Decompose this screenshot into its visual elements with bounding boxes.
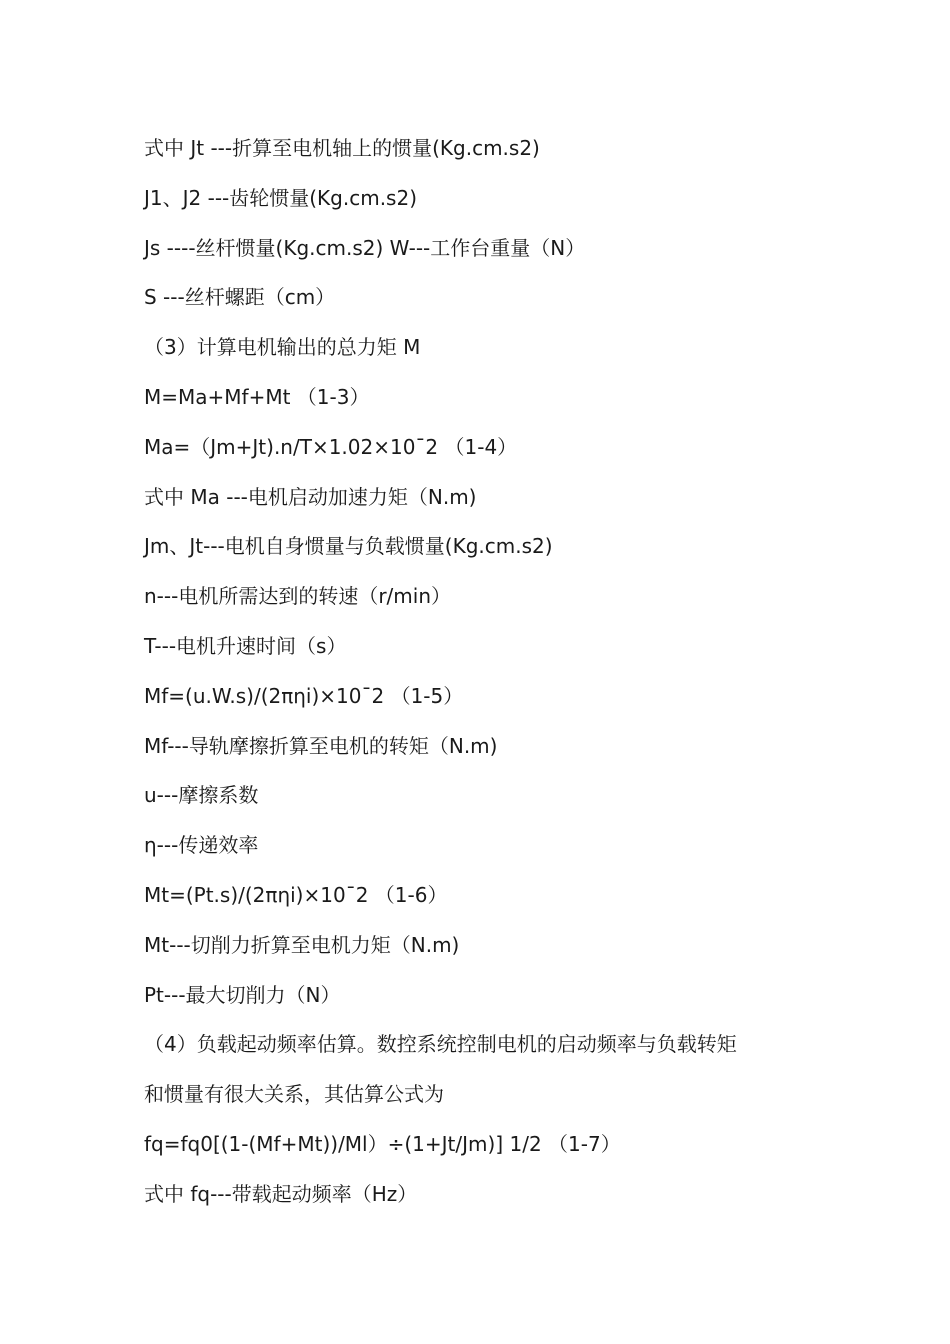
document-body (144, 124, 824, 1220)
formula-1-3: M=Ma+Mf+Mt （1-3） (144, 384, 370, 409)
formula-1-4: Ma=（Jm+Jt).n/T×1.02×10ˉ2 （1-4） (144, 434, 518, 459)
text-line-formula-intro: 和惯量有很大关系，其估算公式为 (144, 1082, 444, 1107)
formula-1-6: Mt=(Pt.s)/(2πηi)×10ˉ2 （1-6） (144, 882, 448, 907)
section-heading-startup-frequency: （4）负载起动频率估算。数控系统控制电机的启动频率与负载转矩 (144, 1032, 737, 1057)
text-line-jm-jt-definition: Jm、Jt---电机自身惯量与负载惯量(Kg.cm.s2) (144, 534, 553, 559)
section-heading-total-torque: （3）计算电机输出的总力矩 M (144, 335, 421, 360)
text-line-mf-definition: Mf---导轨摩擦折算至电机的转矩（N.m) (144, 733, 498, 758)
formula-1-5: Mf=(u.W.s)/(2πηi)×10ˉ2 （1-5） (144, 683, 464, 708)
text-line-jt-definition: 式中 Jt ---折算至电机轴上的惯量(Kg.cm.s2) (144, 136, 540, 160)
text-line-ma-definition: 式中 Ma ---电机启动加速力矩（N.m) (144, 484, 477, 509)
text-line-accel-time-definition: T---电机升速时间（s） (144, 633, 347, 658)
text-line-screw-inertia: Js ----丝杆惯量(Kg.cm.s2) W---工作台重量（N） (144, 235, 586, 260)
text-line-speed-definition: n---电机所需达到的转速（r/min） (144, 584, 452, 609)
text-line-gear-inertia: J1、J2 ---齿轮惯量(Kg.cm.s2) (144, 185, 418, 210)
text-line-friction-coefficient: u---摩擦系数 (144, 783, 259, 808)
text-line-fq-definition: 式中 fq---带载起动频率（Hz） (144, 1181, 418, 1206)
text-line-screw-pitch: S ---丝杆螺距（cm） (144, 285, 336, 310)
text-line-mt-definition: Mt---切削力折算至电机力矩（N.m) (144, 932, 460, 957)
text-line-cutting-force: Pt---最大切削力（N） (144, 982, 341, 1007)
text-line-efficiency: η---传递效率 (144, 833, 259, 858)
formula-1-7: fq=fq0[(1-(Mf+Mt))/Ml）÷(1+Jt/Jm)] 1/2 （1-7） (144, 1131, 621, 1156)
